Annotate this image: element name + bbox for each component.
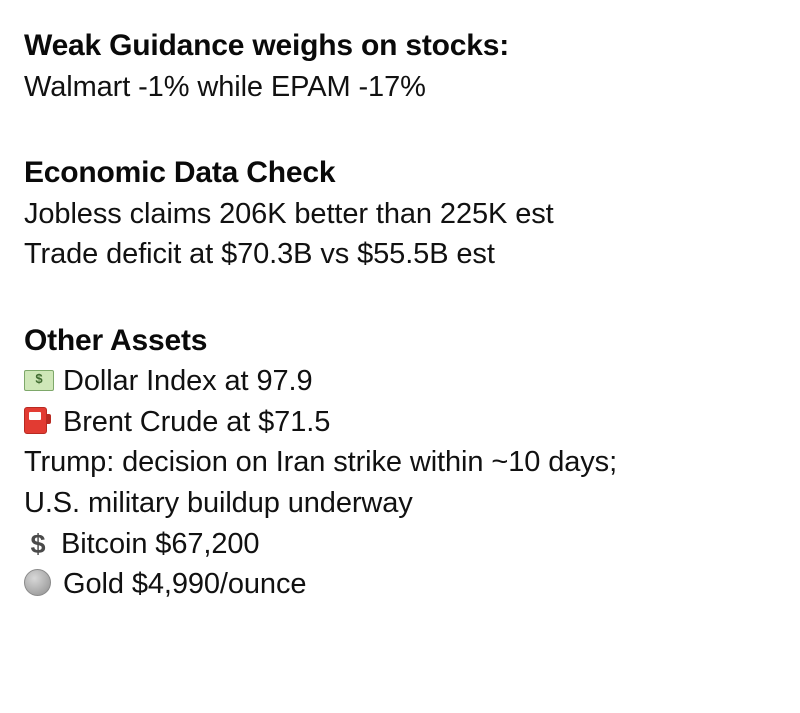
note-line-iran-1: Trump: decision on Iran strike within ~10 days; bbox=[24, 446, 618, 479]
silver-coin-icon bbox=[24, 566, 54, 602]
asset-line-text: Gold $4,990/ounce bbox=[63, 568, 307, 601]
spacer bbox=[24, 107, 776, 153]
section-line: Trade deficit at $70.3B vs $55.5B est bbox=[24, 238, 495, 271]
section-heading: Weak Guidance weighs on stocks: bbox=[24, 29, 510, 62]
fuel-pump-icon bbox=[24, 404, 54, 440]
asset-line-text: Brent Crude at $71.5 bbox=[63, 405, 331, 438]
section-heading: Economic Data Check bbox=[24, 156, 336, 190]
asset-line-gold bbox=[24, 564, 776, 605]
section-other-assets bbox=[24, 321, 776, 605]
asset-line-bitcoin bbox=[24, 524, 776, 565]
section-economic-data bbox=[24, 153, 776, 275]
money-banknote-icon bbox=[24, 363, 54, 399]
section-weak-guidance bbox=[24, 26, 776, 107]
note-line-iran-2: U.S. military buildup underway bbox=[24, 487, 413, 520]
section-line: Jobless claims 206K better than 225K est bbox=[24, 197, 554, 230]
dollar-sign-icon: $ bbox=[30, 528, 46, 559]
asset-line-brent-crude bbox=[24, 402, 776, 443]
section-heading: Other Assets bbox=[24, 323, 208, 357]
section-line: Walmart -1% while EPAM -17% bbox=[24, 70, 426, 103]
asset-line-text: Dollar Index at 97.9 bbox=[63, 365, 313, 398]
asset-line-text: Bitcoin $67,200 bbox=[61, 527, 260, 560]
asset-line-dollar-index bbox=[24, 361, 776, 402]
spacer bbox=[24, 275, 776, 321]
